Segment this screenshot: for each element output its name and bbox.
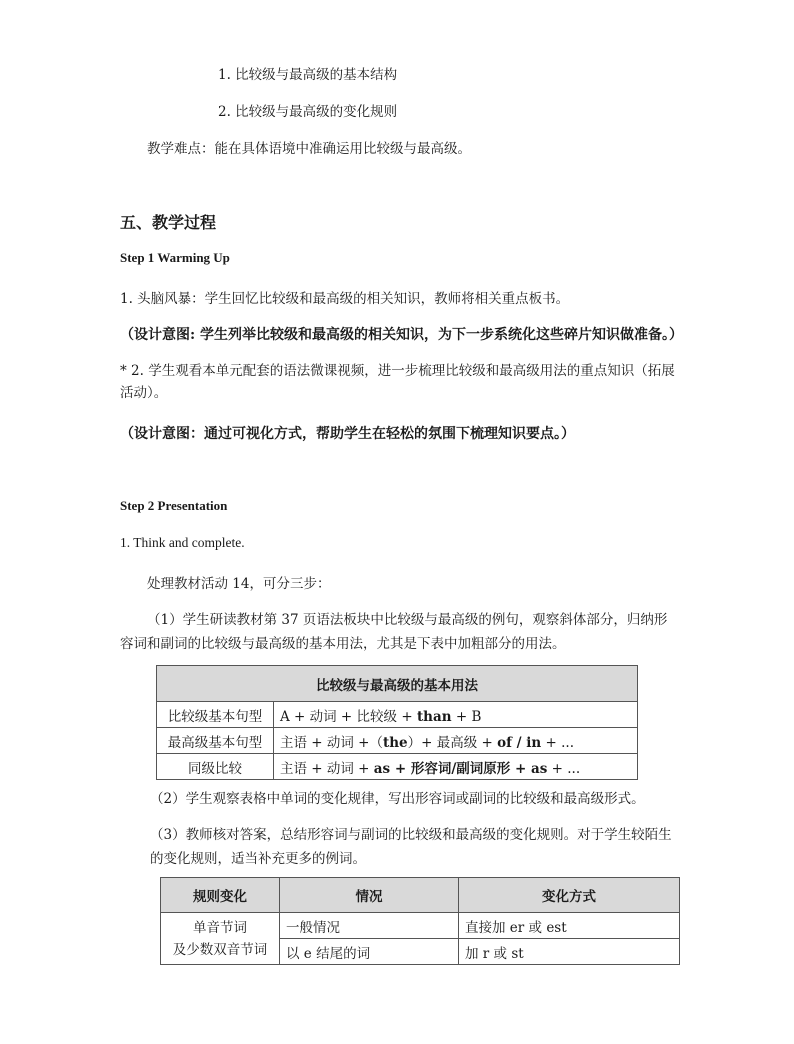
table-header-case: 情况 <box>280 878 459 913</box>
table-row-label: 最高级基本句型 <box>157 728 274 754</box>
step2-intro: 处理教材活动 14，可分三步： <box>147 576 331 592</box>
step2-paragraph-2: （2）学生观察表格中单词的变化规律，写出形容词或副词的比较级和最高级形式。 <box>150 791 645 807</box>
table-cell-case: 以 e 结尾的词 <box>280 939 459 965</box>
table-row-label: 同级比较 <box>157 754 274 780</box>
step2-paragraph-1: （1）学生研读教材第 37 页语法板块中比较级与最高级的例句，观察斜体部分，归纳形容词和副词的比较级与最高级的基本用法，尤其是下表中加粗部分的用法。 <box>120 612 668 652</box>
table-cell-change: 直接加 er 或 est <box>459 913 680 939</box>
rule-group-label: 单音节词 及少数双音节词 <box>161 913 280 965</box>
table-cell-change: 加 r 或 st <box>459 939 680 965</box>
table-row <box>157 754 638 780</box>
basic-usage-table-title: 比较级与最高级的基本用法 <box>157 666 638 702</box>
table-row-pattern: A + 动词 + 比较级 + than + B <box>274 702 638 728</box>
list-item-rules: 2. 比较级与最高级的变化规则 <box>218 104 398 120</box>
table-row-pattern: 主语 + 动词 + as + 形容词/副词原形 + as + ... <box>274 754 638 780</box>
section-title: 五、教学过程 <box>120 213 217 232</box>
step2-item1: 1. Think and complete. <box>120 535 245 550</box>
table-header-change: 变化方式 <box>459 878 680 913</box>
step1-item1: 1. 头脑风暴：学生回忆比较级和最高级的相关知识，教师将相关重点板书。 <box>120 291 570 307</box>
table-row <box>157 702 638 728</box>
step2-title: Step 2 Presentation <box>120 498 228 513</box>
step1-intent2: （设计意图：通过可视化方式，帮助学生在轻松的氛围下梳理知识要点。） <box>120 426 575 442</box>
list-item-structure: 1. 比较级与最高级的基本结构 <box>218 67 398 83</box>
table-header-rule: 规则变化 <box>161 878 280 913</box>
step1-item2: * 2. 学生观看本单元配套的语法微课视频，进一步梳理比较级和最高级用法的重点知识（拓展活动）。 <box>120 363 675 401</box>
table-row <box>157 728 638 754</box>
step2-paragraph-3: （3）教师核对答案，总结形容词与副词的比较级和最高级的变化规则。对于学生较陌生的变化规则，适当补充更多的例词。 <box>150 827 672 867</box>
table-row <box>161 913 680 939</box>
step1-intent1: （设计意图: 学生列举比较级和最高级的相关知识，为下一步系统化这些碎片知识做准备。） <box>120 327 684 343</box>
table-row-label: 比较级基本句型 <box>157 702 274 728</box>
teaching-difficulty: 教学难点：能在具体语境中准确运用比较级与最高级。 <box>147 141 471 157</box>
table-row-pattern: 主语 + 动词 +（the）+ 最高级 + of / in + ... <box>274 728 638 754</box>
table-cell-case: 一般情况 <box>280 913 459 939</box>
change-rules-table <box>160 877 680 965</box>
step1-title: Step 1 Warming Up <box>120 250 230 265</box>
basic-usage-table <box>156 665 638 780</box>
